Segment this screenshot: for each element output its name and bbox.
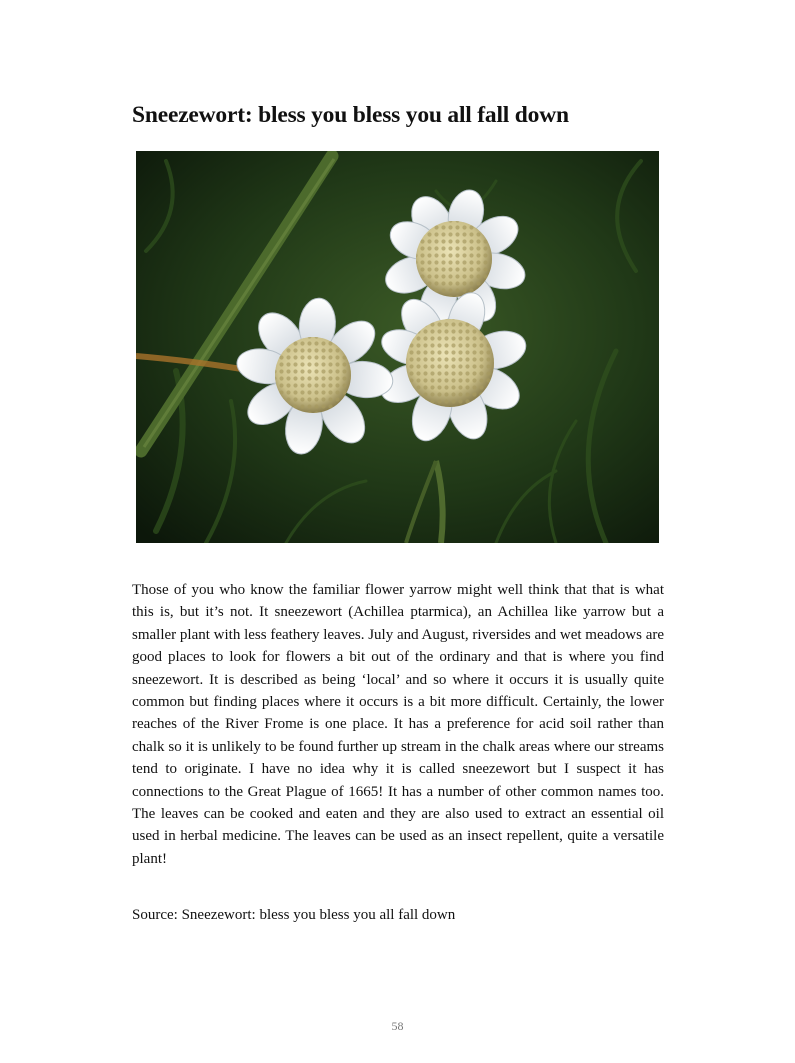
source-line: Source: Sneezewort: bless you bless you all fall down xyxy=(132,907,456,923)
article-body: Those of you who know the familiar flower yarrow might well think that that is what this is, but it’s not. It sneezewort (Achillea ptarmica), an Achillea like yarrow but a smaller plant with less feathery leaves. July and August, riversides and wet meadows are good places to look for flowers a bit out of the ordinary and that is where you find sneezewort. It is described as being ‘local’ and so where it occurs it is usually quite common but finding places where it occurs is a bit more difficult. Certainly, the lower reaches of the River Frome is one place. It has a preference for acid soil rather than chalk so it is unlikely to be found further up stream in the chalk areas where our streams tend to originate. I have no idea why it is called sneezewort but I suspect it has connections to the Great Plague of 1665! It has a number of other common names too. The leaves can be cooked and eaten and they are also used to extract an essential oil used in herbal medicine. The leaves can be used as an insect repellent, quite a versatile plant! xyxy=(132,582,664,867)
page-title: Sneezewort: bless you bless you all fall down xyxy=(132,102,569,128)
sneezewort-photo xyxy=(136,151,659,543)
page-number: 58 xyxy=(391,1019,404,1033)
